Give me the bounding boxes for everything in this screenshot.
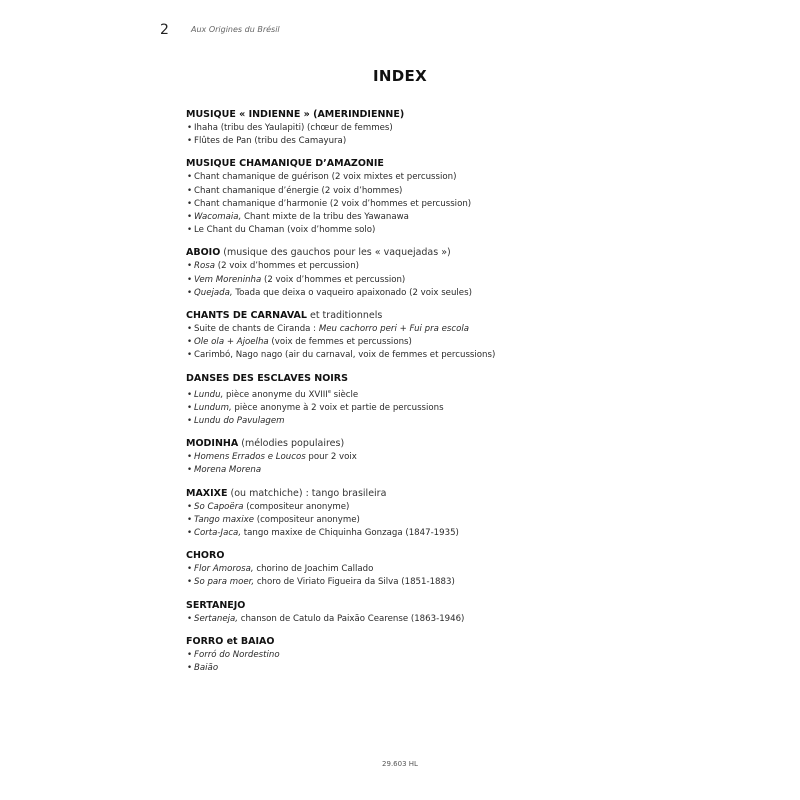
bullet-icon: • [187,123,193,133]
entry-title: Tango maxixe [194,514,254,525]
entry-text: (compositeur anonyme) [254,514,360,525]
entry-title: Ole ola + Ajoelha [194,337,269,348]
index-section [186,108,606,148]
section-heading [186,108,606,122]
entry-text: (2 voix d’hommes et percussion) [261,274,406,285]
section-heading [186,599,606,613]
entry-title: Corta-Jaca, [194,527,242,538]
section-heading-title: ABOIO [186,247,221,259]
entry-title: Lundu, [194,389,224,400]
entry-title: Flor Amorosa, [194,564,254,575]
index-content [186,108,606,684]
entry-title: So para moer, [194,577,255,588]
bullet-icon: • [187,649,193,660]
index-entry [186,171,606,184]
bullet-icon: • [187,274,193,285]
section-heading-note: (ou matchiche) : tango brasileira [227,487,387,499]
running-title: Aux Origines du Brésil [191,25,280,34]
entry-text: (voix de femmes et percussions) [268,337,412,348]
bullet-icon: • [187,577,193,588]
entry-text: Carimbó, Nago nago (air du carnaval, voix de femmes et percussions) [194,350,496,361]
index-entry [186,501,606,514]
index-entry [186,224,606,237]
section-heading-note: et traditionnels [306,310,383,322]
index-section [186,437,606,477]
section-heading [186,309,606,323]
index-section [186,157,606,237]
entry-superscript: e [327,388,331,395]
entry-title: So Capoëra [194,501,244,512]
index-entry [186,185,606,198]
entry-text: Chant chamanique de guérison (2 voix mixtes et percussion) [194,172,457,183]
index-entry [186,336,606,349]
entry-text: pour 2 voix [305,452,357,463]
bullet-icon: • [187,172,193,183]
index-section [186,487,606,541]
bullet-icon: • [187,415,193,426]
index-entry [186,415,606,428]
index-section [186,309,606,363]
index-entry [186,527,606,540]
entry-text: (compositeur anonyme) [243,501,350,512]
entry-text: Ihaha (tribu des Yaulapiti) (chœur de femmes) [194,123,393,133]
entry-title: Homens Errados e Loucos [194,452,306,463]
entry-text: (2 voix d’hommes et percussion) [214,261,359,272]
section-heading-note: (musique des gauchos pour les « vaquejadas ») [220,247,451,259]
index-entry [186,464,606,477]
section-heading [186,372,606,386]
section-heading-title: FORRO et BAIAO [186,635,275,647]
entry-text: Chant mixte de la tribu des Yawanawa [241,212,409,223]
index-entry [186,349,606,362]
section-heading-title: MODINHA [186,438,239,450]
index-section [186,372,606,428]
index-section [186,635,606,675]
section-heading [186,437,606,451]
entry-text: pièce anonyme du XVIII [223,389,328,400]
entry-title: Vem Moreninha [194,274,262,285]
section-heading-title: DANSES DES ESCLAVES NOIRS [186,372,348,384]
bullet-icon: • [187,185,193,196]
bullet-icon: • [187,564,193,575]
section-heading [186,549,606,563]
bullet-icon: • [187,389,193,400]
index-section [186,599,606,626]
entry-text: Flûtes de Pan (tribu des Camayura) [194,136,347,147]
bullet-icon: • [187,350,193,361]
section-heading-title: MAXIXE [186,487,228,499]
entry-text: Toada que deixa o vaqueiro apaixonado (2 voix seules) [232,287,472,298]
bullet-icon: • [187,261,193,272]
bullet-icon: • [187,514,193,525]
section-heading-title: MUSIQUE CHAMANIQUE D’AMAZONIE [186,158,384,170]
entry-title: Rosa [194,261,215,272]
index-entry [186,211,606,224]
bullet-icon: • [187,324,193,335]
entry-title: Wacomaia, [194,212,242,223]
index-entry [186,135,606,148]
section-heading [186,487,606,501]
bullet-icon: • [187,402,193,413]
bullet-icon: • [187,198,193,209]
page-number: 2 [160,22,169,38]
bullet-icon: • [187,337,193,348]
bullet-icon: • [187,465,193,476]
section-heading-title: MUSIQUE « INDIENNE » (AMERINDIENNE) [186,109,405,120]
bullet-icon: • [187,212,193,223]
index-entry [186,649,606,662]
page-title: INDEX [373,67,427,85]
section-heading [186,157,606,171]
entry-title: Lundum, [194,402,232,413]
entry-title: Baião [194,662,219,673]
bullet-icon: • [187,613,193,624]
index-entry [186,260,606,273]
bullet-icon: • [187,501,193,512]
index-entry [186,563,606,576]
index-entry [186,613,606,626]
section-heading [186,635,606,649]
entry-title: Lundu do Pavulagem [194,415,285,426]
index-entry [186,514,606,527]
entry-title: Quejada, [194,287,233,298]
entry-title: Sertaneja, [194,613,239,624]
entry-title: Meu cachorro peri + Fui pra escola [318,324,470,335]
index-entry [186,662,606,675]
entry-text: Le Chant du Chaman (voix d’homme solo) [194,225,376,236]
index-entry [186,287,606,300]
index-entry [186,274,606,287]
bullet-icon: • [187,527,193,538]
entry-text: Chant chamanique d’énergie (2 voix d’hommes) [194,185,403,196]
bullet-icon: • [187,225,193,236]
section-heading-title: CHANTS DE CARNAVAL [186,310,307,322]
entry-text: chanson de Catulo da Paixão Cearense (1863-1946) [238,613,465,624]
entry-text: tango maxixe de Chiquinha Gonzaga (1847-1935) [241,527,459,538]
index-entry [186,402,606,415]
entry-text: choro de Viriato Figueira da Silva (1851-1883) [254,577,455,588]
section-heading-title: CHORO [186,550,225,562]
index-entry [186,122,606,135]
entry-title: Forró do Nordestino [194,649,280,660]
bullet-icon: • [187,287,193,298]
entry-text: Chant chamanique d’harmonie (2 voix d’hommes et percussion) [194,198,472,209]
bullet-icon: • [187,452,193,463]
section-heading-note: (mélodies populaires) [238,438,345,450]
catalog-number: 29.603 HL [382,760,418,768]
index-section [186,246,606,300]
entry-text: Suite de chants de Ciranda : [194,324,319,335]
index-entry [186,198,606,211]
section-heading-title: SERTANEJO [186,599,246,611]
bullet-icon: • [187,136,193,147]
entry-text: siècle [330,389,359,400]
entry-text: pièce anonyme à 2 voix et partie de percussions [231,402,444,413]
bullet-icon: • [187,662,193,673]
section-heading [186,246,606,260]
index-entry [186,386,606,402]
entry-text: chorino de Joachim Callado [253,564,374,575]
index-entry [186,451,606,464]
index-entry [186,576,606,589]
index-section [186,549,606,589]
entry-title: Morena Morena [194,465,262,476]
index-entry [186,323,606,336]
